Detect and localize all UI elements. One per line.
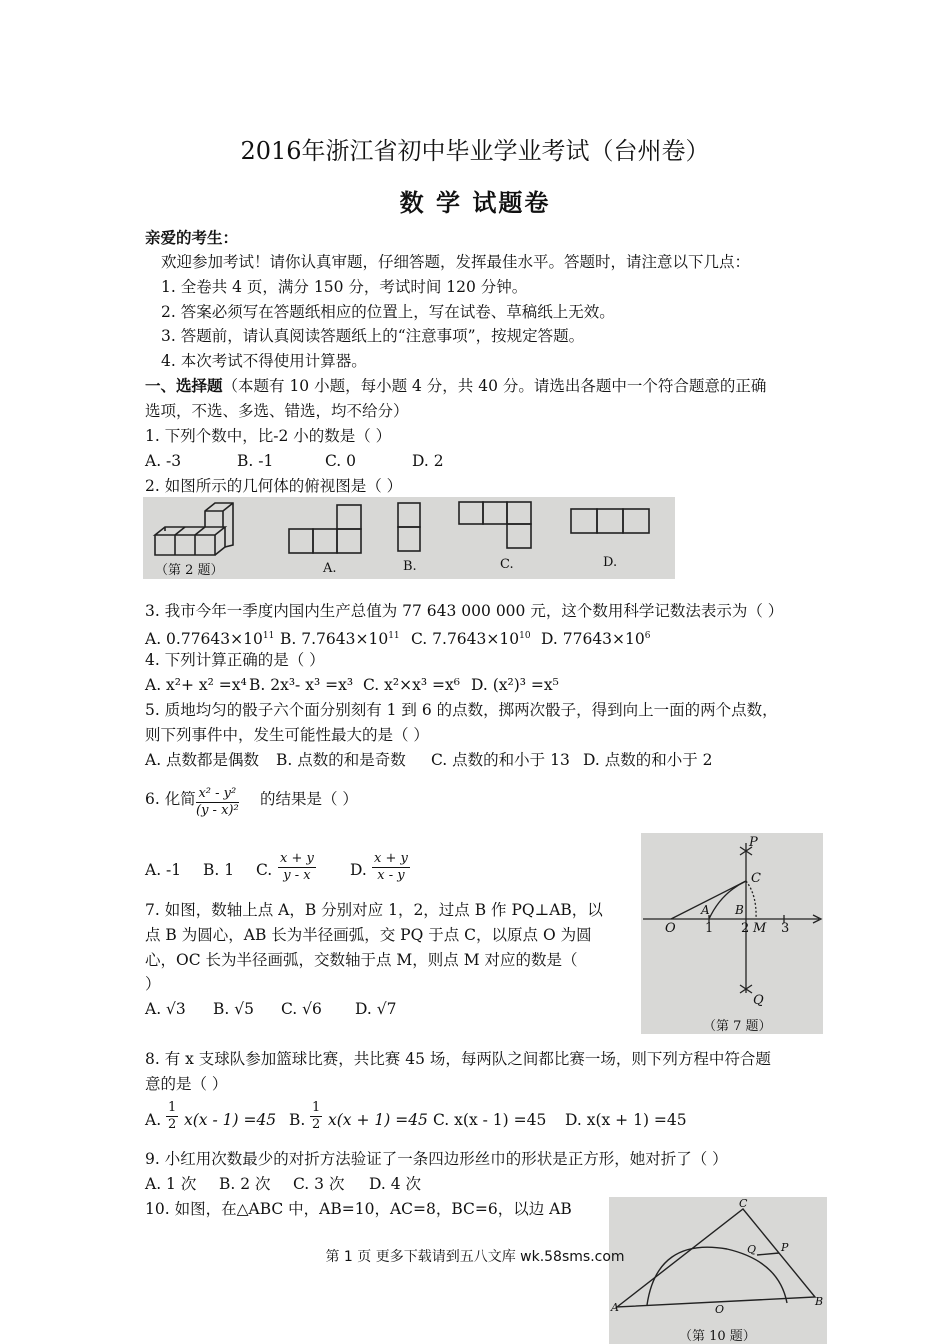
q3-option-c-exp: 10 <box>519 631 531 641</box>
q5-option-d: D. 点数的和小于 2 <box>583 751 713 769</box>
q2-label-c: C. <box>500 557 514 572</box>
q6-d-den: x - y <box>377 868 405 883</box>
rule-3: 3. 答题前，请认真阅读答题纸上的“注意事项”，按规定答题。 <box>161 327 585 345</box>
q7-tick-1: 1 <box>705 921 714 936</box>
q7-line-2: 点 B 为圆心，AB 长为半径画弧，交 PQ 于点 C，以原点 O 为圆 <box>145 926 592 944</box>
q6-option-d: D. <box>350 861 367 879</box>
q8-b-half-num: 1 <box>312 1100 321 1115</box>
q8-option-c: C. x(x - 1) =45 <box>433 1111 547 1129</box>
q4-option-b: B. 2x³- x³ =x³ <box>249 676 354 694</box>
q7-label-b: B <box>735 903 744 917</box>
q6-option-a: A. -1 <box>145 861 182 879</box>
q1-option-b: B. -1 <box>237 452 274 470</box>
q3-option-d-text: D. 77643×10 <box>541 630 645 649</box>
section1-heading: 一、选择题 <box>145 376 223 395</box>
q8-line-1: 8. 有 x 支球队参加篮球比赛，共比赛 45 场，每两队之间都比赛一场，则下列方程中符合题 <box>145 1050 771 1068</box>
exam-subtitle: 数 学 试题卷 <box>399 188 551 217</box>
q4-option-c: C. x²×x³ =x⁶ <box>363 676 460 694</box>
q2-label-b: B. <box>403 559 417 574</box>
q3-option-a <box>145 625 274 650</box>
q6-d-fraction <box>372 851 410 884</box>
section1-header <box>145 375 766 397</box>
rule-4: 4. 本次考试不得使用计算器。 <box>161 352 367 370</box>
greeting: 亲爱的考生： <box>145 228 239 247</box>
q8-option-a: A. <box>145 1111 162 1129</box>
q8-option-b-expr: x(x + 1) =45 <box>328 1111 428 1129</box>
q4-stem: 4. 下列计算正确的是（ ） <box>145 651 325 669</box>
q10-stem: 10. 如图，在△ABC 中，AB=10，AC=8，BC=6，以边 AB <box>145 1200 572 1218</box>
q7-tick-2: 2 <box>741 921 750 936</box>
q6-c-den: y - x <box>283 868 311 883</box>
q1-option-c: C. 0 <box>325 452 357 470</box>
q3-option-d-exp: 6 <box>644 631 651 641</box>
q2-stem: 2. 如图所示的几何体的俯视图是（ ） <box>145 477 403 495</box>
q3-option-b <box>280 625 400 650</box>
section1-desc-2: 选项，不选、多选、错选，均不给分） <box>145 402 409 420</box>
q7-label-q: Q <box>753 993 764 1008</box>
q8-option-a-half <box>166 1100 178 1133</box>
q1-option-d: D. 2 <box>412 452 444 470</box>
q8-b-half-den: 2 <box>312 1117 321 1132</box>
q4-option-d: D. (x²)³ =x⁵ <box>471 676 559 694</box>
q5-option-c: C. 点数的和小于 13 <box>431 751 570 769</box>
page-footer: 第 1 页 更多下载请到五八文库 wk.58sms.com <box>325 1249 625 1265</box>
q4-option-a: A. x²+ x² =x⁴ <box>145 676 247 694</box>
q10-label-q: Q <box>747 1243 757 1256</box>
q7-label-o: O <box>665 921 676 936</box>
q7-line-3: 心，OC 长为半径画弧，交数轴于点 M，则点 M 对应的数是（ <box>145 951 578 969</box>
q8-line-2: 意的是（ ） <box>145 1075 228 1093</box>
q3-stem: 3. 我市今年一季度内国内生产总值为 77 643 000 000 元，这个数用科学记数法表示为（ ） <box>145 602 784 620</box>
q7-tick-3: 3 <box>781 921 790 936</box>
q10-figure <box>609 1197 827 1344</box>
q7-line-4: ） <box>145 975 161 993</box>
q3-option-a-text: A. 0.77643×10 <box>145 630 263 649</box>
q1-stem: 1. 下列个数中，比-2 小的数是（ ） <box>145 427 392 445</box>
q6-stem-pre: 6. 化简 <box>145 790 196 808</box>
q7-figure <box>641 833 823 1034</box>
q5-stem-1: 5. 质地均匀的骰子六个面分别刻有 1 到 6 的点数，掷两次骰子，得到向上一面的两个点数， <box>145 701 778 719</box>
q8-option-b-half <box>310 1100 322 1133</box>
q6-expression <box>196 786 239 819</box>
q8-option-d: D. x(x + 1) =45 <box>565 1111 687 1129</box>
q6-c-num: x + y <box>280 851 314 866</box>
q6-d-num: x + y <box>374 851 408 866</box>
q6-option-c-frac <box>278 851 316 884</box>
q6-c-fraction <box>278 851 316 884</box>
q7-option-b: B. √5 <box>213 1000 254 1018</box>
q3-option-c <box>411 625 531 650</box>
q7-label-p: P <box>749 835 758 850</box>
rule-1: 1. 全卷共 4 页，满分 150 分，考试时间 120 分钟。 <box>161 278 528 296</box>
q8-a-fraction <box>166 1100 178 1133</box>
q8-option-a-expr: x(x - 1) =45 <box>184 1111 277 1129</box>
q3-option-b-exp: 11 <box>388 631 400 641</box>
q3-option-a-exp: 11 <box>262 631 275 641</box>
q3-option-b-text: B. 7.7643×10 <box>280 630 389 649</box>
q6-option-d-frac <box>372 851 410 884</box>
q2-caption: （第 2 题） <box>155 563 224 578</box>
q6-option-b: B. 1 <box>203 861 235 879</box>
q5-option-a: A. 点数都是偶数 <box>145 751 260 769</box>
q2-label-d: D. <box>603 555 618 570</box>
q6-expr-den: (y - x)² <box>196 803 239 818</box>
q7-option-d: D. √7 <box>355 1000 397 1018</box>
q6-option-c: C. <box>256 861 273 879</box>
q6-fraction <box>196 786 239 819</box>
q2-label-a: A. <box>323 561 337 576</box>
q7-caption: （第 7 题） <box>703 1019 772 1034</box>
q2-figure <box>143 497 675 579</box>
q7-label-m: M <box>753 921 767 936</box>
q5-stem-2: 则下列事件中，发生可能性最大的是（ ） <box>145 726 429 744</box>
q10-label-o: O <box>715 1303 725 1316</box>
q10-label-b: B <box>815 1295 824 1308</box>
q8-b-fraction <box>310 1100 322 1133</box>
q9-option-d: D. 4 次 <box>369 1175 422 1193</box>
q7-line-1: 7. 如图，数轴上点 A，B 分别对应 1，2，过点 B 作 PQ⊥AB，以 <box>145 901 603 919</box>
q5-option-b: B. 点数的和是奇数 <box>276 751 406 769</box>
exam-title: 2016年浙江省初中毕业学业考试（台州卷） <box>240 137 710 165</box>
q8-a-half-den: 2 <box>168 1117 177 1132</box>
q8-option-b: B. <box>289 1111 306 1129</box>
q9-option-c: C. 3 次 <box>293 1175 345 1193</box>
q10-figure-drawing <box>609 1197 827 1344</box>
q10-label-p: P <box>781 1241 789 1254</box>
section1-desc-1: （本题有 10 小题，每小题 4 分，共 40 分。请选出各题中一个符合题意的正确 <box>222 377 767 395</box>
q9-option-a: A. 1 次 <box>145 1175 197 1193</box>
q1-option-a: A. -3 <box>145 452 182 470</box>
q10-caption: （第 10 题） <box>679 1329 756 1344</box>
welcome-text: 欢迎参加考试！请你认真审题，仔细答题，发挥最佳水平。答题时，请注意以下几点： <box>161 253 751 271</box>
q7-option-a: A. √3 <box>145 1000 186 1018</box>
rule-2: 2. 答案必须写在答题纸相应的位置上，写在试卷、草稿纸上无效。 <box>161 303 615 321</box>
q7-option-c: C. √6 <box>281 1000 322 1018</box>
q9-option-b: B. 2 次 <box>219 1175 271 1193</box>
q7-label-a: A <box>701 903 710 917</box>
q3-option-c-text: C. 7.7643×10 <box>411 630 520 649</box>
q6-stem-post: 的结果是（ ） <box>260 790 358 808</box>
q9-stem: 9. 小红用次数最少的对折方法验证了一条四边形丝巾的形状是正方形，她对折了（ ） <box>145 1150 728 1168</box>
q10-label-a: A <box>611 1301 619 1314</box>
q6-expr-num: x² - y² <box>196 786 239 803</box>
q3-option-d <box>541 625 650 650</box>
q10-label-c: C <box>739 1197 748 1210</box>
q7-label-c: C <box>751 871 761 886</box>
q8-a-half-num: 1 <box>168 1100 177 1115</box>
